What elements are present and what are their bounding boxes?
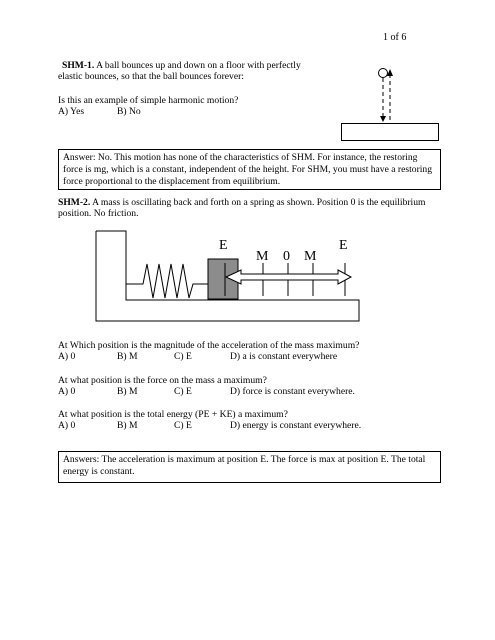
label-m-left: M (256, 249, 269, 264)
shm2-text-1: A mass is oscillating back and forth on a spring as shown. Position 0 is the equilibrium (92, 197, 426, 208)
shm1-answer-line1: Answer: No. This motion has none of the characteristics of SHM. For instance, the restoring (63, 152, 418, 163)
spring-mass-diagram (95, 229, 455, 324)
ball (379, 69, 388, 78)
q2-prompt: At what position is the force on the mass a maximum? (58, 375, 267, 386)
shm2-answer-line1: Answers: The acceleration is maximum at position E. The force is max at position E. The total (63, 454, 426, 465)
q1-choices (58, 351, 337, 363)
bouncing-ball-figure (370, 58, 415, 128)
label-m-right: M (304, 249, 317, 264)
q3-choice-c: C) E (174, 420, 192, 431)
shm1-answer-line3: force proportional to the displacement from equilibrium. (63, 176, 281, 187)
q1-prompt: At Which position is the magnitude of the acceleration of the mass maximum? (58, 340, 360, 351)
q2-choice-b: B) M (117, 386, 138, 397)
spring (126, 264, 208, 298)
q3-prompt: At what position is the total energy (PE + KE) a maximum? (58, 409, 288, 420)
shm1-text-line2: elastic bounces, so that the ball bounces forever: (58, 71, 244, 82)
shm1-text-1: A ball bounces up and down on a floor with perfectly (96, 60, 301, 71)
q3-choice-b: B) M (117, 420, 138, 431)
label-e-left: E (219, 238, 228, 253)
shm2-label: SHM-2. (58, 197, 91, 208)
shm1-label: SHM-1. (62, 60, 95, 71)
shm1-choice-b: B) No (117, 106, 141, 117)
q1-choice-a: A) 0 (58, 351, 76, 362)
q1-choice-b: B) M (117, 351, 138, 362)
shm1-answer-line2: force is mg, which is a constant, independent of the height. For SHM, you must have a restoring (63, 164, 433, 175)
label-e-right: E (339, 238, 348, 253)
shm2-text-line2: position. No friction. (58, 208, 139, 219)
q3-choices (58, 420, 361, 432)
floor-rectangle (341, 123, 439, 141)
shm1-choices (58, 106, 141, 118)
q2-choice-c: C) E (174, 386, 192, 397)
q1-choice-d: D) a is constant everywhere (230, 351, 338, 362)
q2-choice-a: A) 0 (58, 386, 76, 397)
shm1-question: Is this an example of simple harmonic motion? (58, 95, 239, 106)
q3-choice-d: D) energy is constant everywhere. (230, 420, 362, 431)
label-zero: 0 (283, 249, 290, 264)
page-number: 1 of 6 (383, 32, 407, 43)
q1-choice-c: C) E (174, 351, 192, 362)
shm1-choice-a: A) Yes (58, 106, 85, 117)
shm2-answer-line2: energy is constant. (63, 466, 135, 477)
shm2-answer-box (58, 451, 441, 483)
q2-choice-d: D) force is constant everywhere. (230, 386, 355, 397)
q2-choices (58, 386, 355, 398)
shm1-answer-box (58, 149, 441, 190)
q3-choice-a: A) 0 (58, 420, 76, 431)
down-arrow-icon (380, 116, 386, 122)
